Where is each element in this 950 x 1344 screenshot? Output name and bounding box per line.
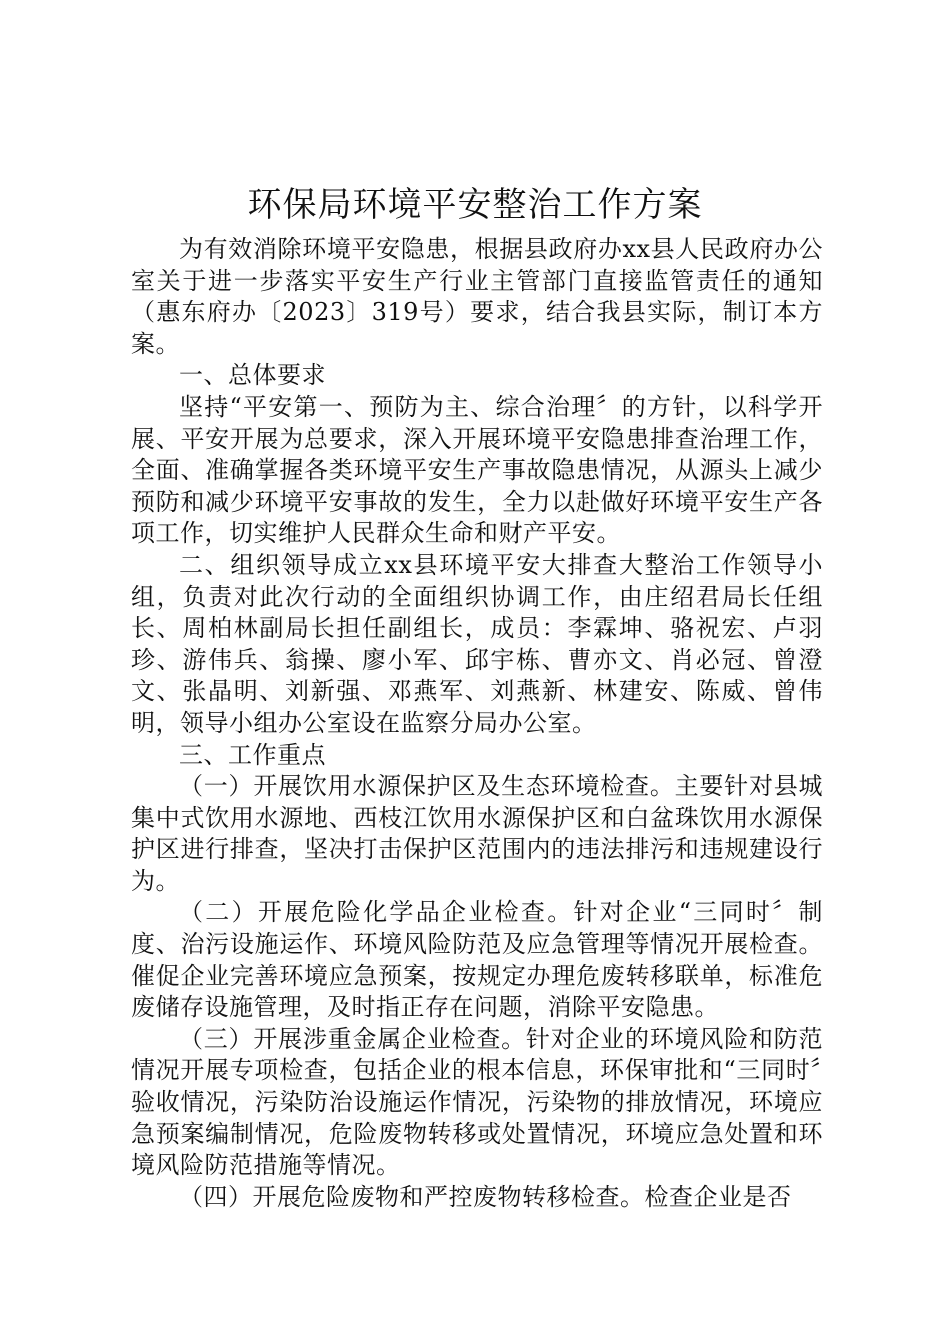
- section-heading-work-focus: 三、工作重点: [179, 740, 326, 769]
- paragraph-focus-item-1: （一）开展饮用水源保护区及生态环境检查。主要针对县城集中式饮用水源地、西枝江饮用水源保护区和白盆珠饮用水源保护区进行排查，坚决打击保护区范围内的违法排污和违规建设行为。: [131, 772, 823, 895]
- section-heading-general-requirements: 一、总体要求: [179, 361, 326, 390]
- paragraph-focus-item-2: （二）开展危险化学品企业检查。针对企业“三同时〞制度、治污设施运作、环境风险防范及应急管理等情况开展检查。催促企业完善环境应急预案，按规定办理危废转移联单，标准危废储存设施管理，及时指正存在问题，消除平安隐患。: [131, 898, 823, 1022]
- paragraph-focus-item-4: （四）开展危险废物和严控废物转移检查。检查企业是否: [179, 1182, 792, 1211]
- paragraph-general-requirements: 坚持“平安第一、预防为主、综合治理〞的方针，以科学开展、平安开展为总要求，深入开展环境平安隐患排查治理工作，全面、准确掌握各类环境平安生产事故隐患情况，从源头上减少预防和减少环境平安事故的发生，全力以赴做好环境平安生产各项工作，切实维护人民群众生命和财产平安。: [131, 392, 823, 548]
- document-title: 环保局环境平安整治工作方案: [247, 185, 703, 225]
- paragraph-intro: 为有效消除环境平安隐患，根据县政府办xx县人民政府办公室关于进一步落实平安生产行业主管部门直接监管责任的通知（惠东府办〔2023〕319号）要求，结合我县实际，制订本方案。: [131, 235, 823, 358]
- paragraph-focus-item-3: （三）开展涉重金属企业检查。针对企业的环境风险和防范情况开展专项检查，包括企业的根本信息，环保审批和“三同时〞验收情况，污染防治设施运作情况，污染物的排放情况，环境应急预案编制情况，危险废物转移或处置情况，环境应急处置和环境风险防范措施等情况。: [131, 1024, 823, 1180]
- document-body: [131, 234, 823, 1213]
- paragraph-organization-leadership: 二、组织领导成立xx县环境平安大排查大整治工作领导小组，负责对此次行动的全面组织协调工作，由庄绍君局长任组长、周柏林副局长担任副组长，成员：李霖坤、骆祝宏、卢羽珍、游伟兵、翁操、廖小军、邱宇栋、曹亦文、肖必冠、曾澄文、张晶明、刘新强、邓燕军、刘燕新、林建安、陈威、曾伟明，领导小组办公室设在监察分局办公室。: [131, 550, 823, 737]
